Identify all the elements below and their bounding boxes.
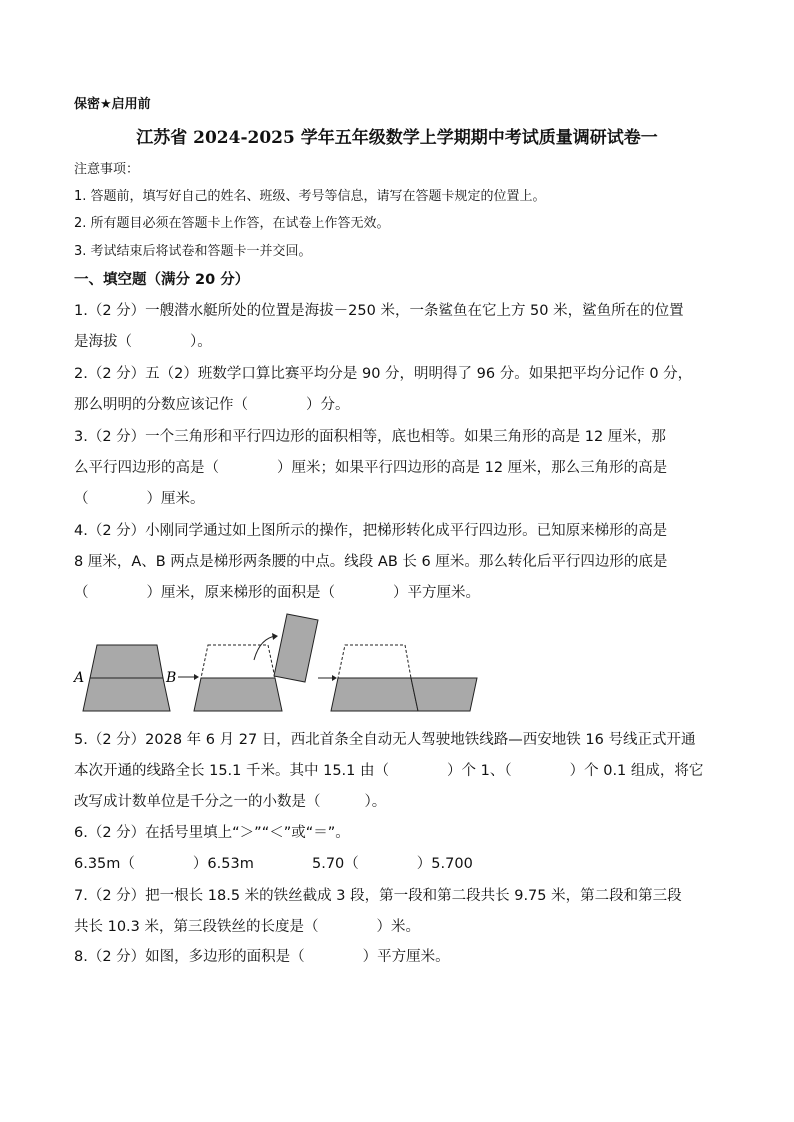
question-text: 改写成计数单位是千分之一的小数是（: [74, 794, 321, 810]
question-text: 是海拔（: [74, 334, 132, 350]
question-text: ）5.700: [416, 856, 473, 872]
section-heading: 一、填空题（满分 20 分）: [74, 272, 250, 288]
notice-heading: 注意事项：: [74, 162, 140, 177]
question-text: 6.35m（: [74, 856, 135, 872]
question-text: ）个 1、（: [447, 763, 512, 779]
question-3-line-2: [74, 458, 667, 478]
trapezoid-transform-figure: [70, 610, 490, 724]
question-6-compare-2: [312, 854, 473, 874]
notice-item: 3. 考试结束后将试卷和答题卡一并交回。: [74, 244, 312, 259]
label-a: A: [74, 670, 85, 686]
arrow-1-head: [194, 674, 199, 680]
question-4-line-2: 8 厘米，A、B 两点是梯形两条腰的中点。线段 AB 长 6 厘米。那么转化后平行四边形的底是: [74, 554, 668, 570]
trapezoid-bottom-half: [83, 678, 170, 711]
original-top-outline: [338, 645, 411, 678]
label-b: B: [166, 670, 177, 686]
question-5-line-1: 5.（2 分）2028 年 6 月 27 日，西北首条全自动无人驾驶地铁线路—西安地铁 16 号线正式开通: [74, 732, 696, 748]
moved-half-outline: [201, 645, 275, 678]
question-text: ）厘米。: [146, 491, 205, 507]
question-text: ）6.53m: [192, 856, 254, 872]
question-text: ）米。: [376, 919, 421, 935]
question-6-compare-1: [74, 854, 254, 874]
question-7-line-2: [74, 917, 420, 937]
notice-item: 1. 答题前，填写好自己的姓名、班级、考号等信息，请写在答题卡规定的位置上。: [74, 189, 546, 204]
question-2-line-1: 2.（2 分）五（2）班数学口算比赛平均分是 90 分，明明得了 96 分。如果把平均分记作 0 分，: [74, 366, 693, 382]
question-text: ）平方厘米。: [362, 949, 450, 965]
question-3-line-1: 3.（2 分）一个三角形和平行四边形的面积相等，底也相等。如果三角形的高是 12 厘米，那: [74, 429, 666, 445]
question-text: （: [74, 585, 89, 601]
confidential-label: 保密★启用前: [74, 97, 151, 112]
question-2-line-2: [74, 395, 350, 415]
arrow-2-head: [332, 675, 337, 681]
rotation-arrow-head: [272, 633, 278, 640]
question-text: 那么明明的分数应该记作（: [74, 397, 248, 413]
notice-item: 2. 所有题目必须在答题卡上作答，在试卷上作答无效。: [74, 216, 390, 231]
question-text: ）。: [364, 794, 387, 810]
parallelogram-right: [411, 678, 477, 711]
question-text: 5.70（: [312, 856, 359, 872]
question-8-line-1: [74, 947, 450, 967]
question-text: ）分。: [306, 397, 350, 413]
question-6-line-1: 6.（2 分）在括号里填上“＞”“＜”或“＝”。: [74, 825, 350, 841]
question-text: 本次开通的线路全长 15.1 千米。其中 15.1 由（: [74, 763, 390, 779]
exam-title: 江苏省 2024-2025 学年五年级数学上学期期中考试质量调研试卷一: [136, 128, 658, 148]
question-5-line-3: [74, 792, 386, 812]
question-3-line-3: [74, 489, 205, 509]
question-1-line-2: [74, 332, 212, 352]
rotation-arrow: [254, 636, 276, 660]
trapezoid-top-half: [90, 645, 163, 678]
question-4-line-1: 4.（2 分）小刚同学通过如上图所示的操作，把梯形转化成平行四边形。已知原来梯形的高是: [74, 523, 668, 539]
question-text: ）平方厘米。: [393, 585, 480, 601]
question-4-line-3: [74, 583, 480, 603]
question-text: ）个 0.1 组成，将它: [569, 763, 704, 779]
trapezoid-diagram: [70, 610, 490, 720]
step2-bottom-half: [194, 678, 282, 711]
question-text: 8.（2 分）如图，多边形的面积是（: [74, 949, 305, 965]
question-text: ）厘米，原来梯形的面积是（: [146, 585, 335, 601]
question-1-line-1: 1.（2 分）一艘潜水艇所处的位置是海拔－250 米，一条鲨鱼在它上方 50 米，鲨鱼所在的位置: [74, 303, 684, 319]
question-text: 共长 10.3 米，第三段铁丝的长度是（: [74, 919, 319, 935]
question-7-line-1: 7.（2 分）把一根长 18.5 米的铁丝截成 3 段，第一段和第二段共长 9.75 米，第二段和第三段: [74, 888, 682, 904]
rotated-half: [274, 614, 318, 682]
question-text: ）厘米；如果平行四边形的高是 12 厘米，那么三角形的高是: [277, 460, 668, 476]
question-text: ）。: [190, 334, 212, 350]
parallelogram-left: [331, 678, 418, 711]
question-5-line-2: [74, 761, 703, 781]
question-text: 么平行四边形的高是（: [74, 460, 219, 476]
question-text: （: [74, 491, 89, 507]
